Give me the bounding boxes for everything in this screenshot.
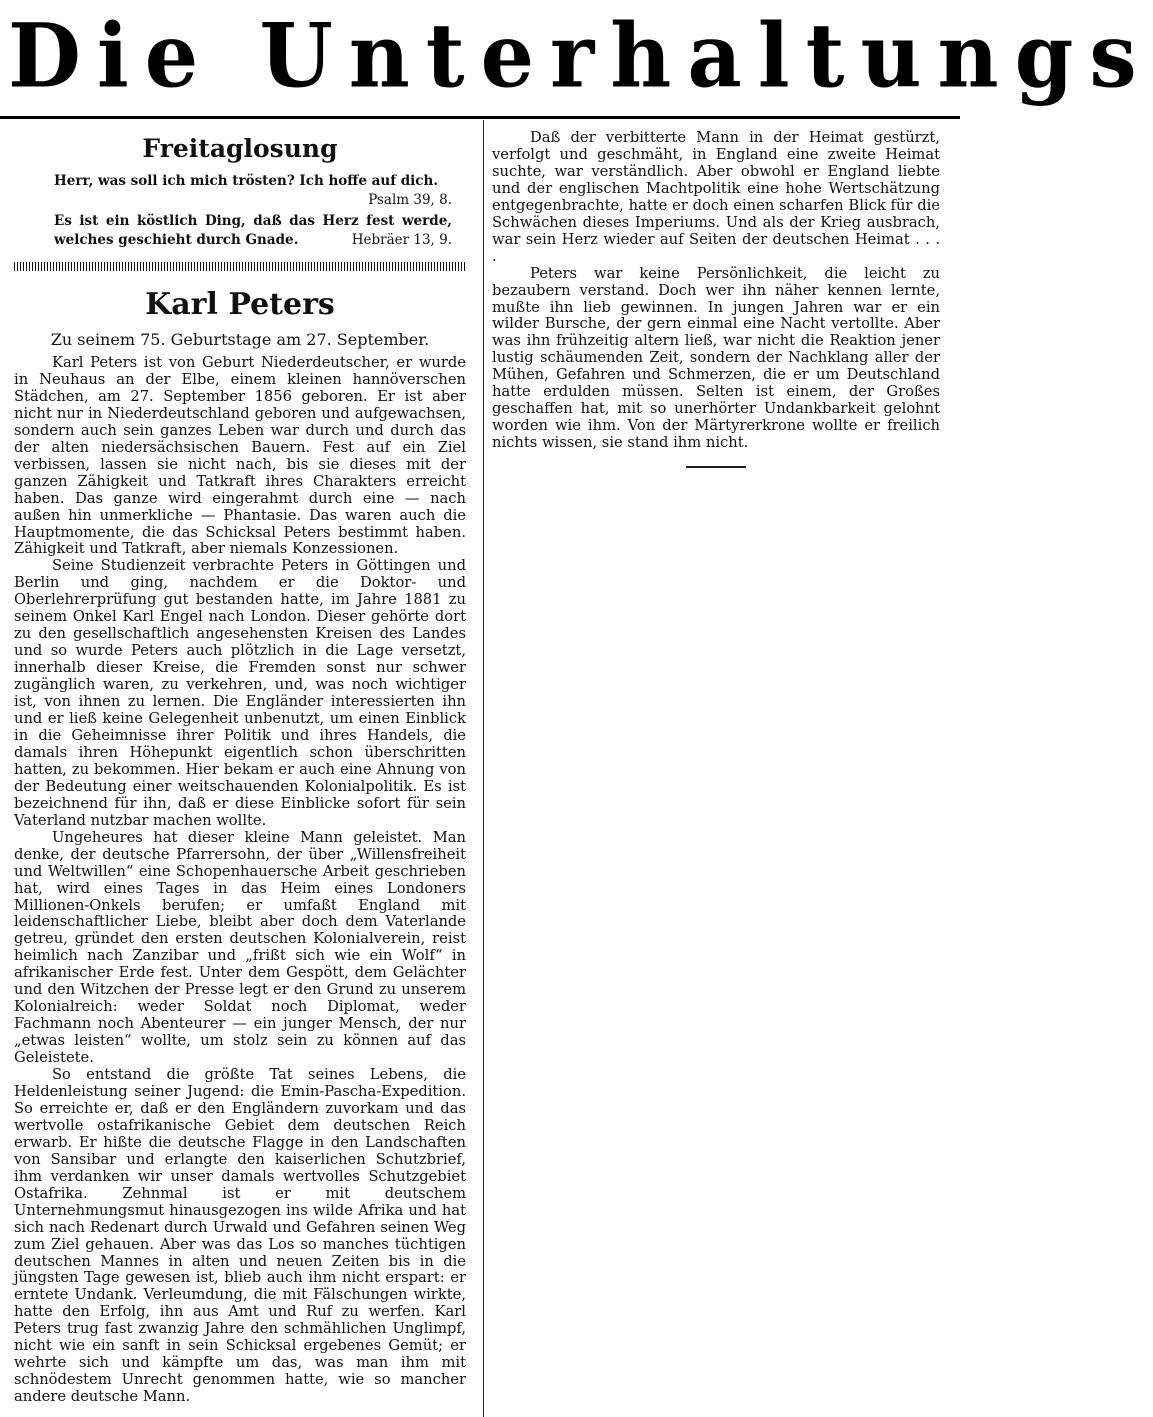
verse-text: Herr, was soll ich mich trösten? Ich hoffe auf dich. xyxy=(54,173,439,189)
verse-reference: Psalm 39, 8. xyxy=(368,192,452,208)
verse-2 xyxy=(14,212,466,250)
article-subtitle: Zu seinem 75. Geburtstage am 27. September. xyxy=(50,330,430,349)
article-paragraph: Seine Studienzeit verbrachte Peters in Göttingen und Berlin und ging, nachdem er die Doktor- und Oberlehrerprüfung gut bestanden hatte, im Jahre 1881 zu seinem Onkel Karl Engel nach London. Dieser gehörte dort zu den gesellschaftlich angesehensten Kreisen des Landes und so wurde Peters auch plötzlich in die Lage versetzt, innerhalb dieser Kreise, die Fremden sonst nur schwer zugänglich waren, zu verkehren, und, was noch wichtiger ist, von ihnen zu lernen. Die Engländer interessierten ihn und er ließ keine Gelegenheit unbenutzt, um einen Einblick in die Geheimnisse ihrer Politik und ihres Handels, die damals ihren Höhepunkt eigentlich schon überschritten hatten, zu bekommen. Hier bekam er auch eine Ahnung von der Bedeutung einer weitschauenden Kolonialpolitik. Es ist bezeichnend für ihn, daß er diese Einblicke sofort für sein Vaterland nutzbar machen wollte. xyxy=(14,557,466,829)
masthead-title: Die Unterhaltungs xyxy=(8,3,1153,108)
verse-text: Es ist ein köstlich Ding, daß das Herz fest werde, welches geschieht durch Gnade. xyxy=(54,213,452,248)
left-column xyxy=(14,130,466,1406)
verse-1 xyxy=(14,172,466,210)
masthead xyxy=(0,0,1153,118)
losung-heading: Freitaglosung xyxy=(142,134,338,163)
article-title: Karl Peters xyxy=(145,287,335,322)
article-paragraph: So entstand die größte Tat seines Lebens, die Heldenleistung seiner Jugend: die Emin-Pascha-Expedition. So erreichte er, daß er den Engländern zuvorkam und das wertvolle ostafrikanische Gebiet dem deutschen Reich erwarb. Er hißte die deutsche Flagge in den Landschaften von Sansibar und erlangte den kaiserlichen Schutzbrief, ihm verdanken wir unser damals wertvolles Schutzgebiet Ostafrika. Zehnmal ist er mit deutschem Unternehmungsmut hinausgezogen ins wilde Afrika und hat sich nach Redenart durch Urwald und Gefahren seinen Weg zum Ziel gehauen. Aber was das Los so manches tüchtigen deutschen Mannes in alten und neuen Zeiten bis in die jüngsten Tage gewesen ist, blieb auch ihm nicht erspart: er erntete Undank. Verleumdung, die mit Fälschungen wirkte, hatte den Erfolg, ihn aus Amt und Ruf zu werfen. Karl Peters trug fast zwanzig Jahre den schmählichen Unglimpf, nicht wie ein sanft in sein Schicksal ergebenes Gemüt; er wehrte sich und kämpfte um das, was man ihm mit schnödestem Unrecht genommen hatte, wie so mancher andere deutsche Mann. xyxy=(14,1066,466,1406)
column-divider xyxy=(483,120,484,1417)
article-paragraph: Karl Peters ist von Geburt Niederdeutscher, er wurde in Neuhaus an der Elbe, einem kleinen hannöverschen Städchen, am 27. September 1856 geboren. Er ist aber nicht nur in Niederdeutschland geboren und aufgewachsen, sondern auch sein ganzes Leben war durch und durch das der alten niedersächsischen Bauern. Fest auf ein Ziel verbissen, lassen sie nicht nach, bis sie dieses mit der ganzen Zähigkeit und Tatkraft ihres Charakters erreicht haben. Das ganze wird eingerahmt durch eine — nach außen hin unmerkliche — Phantasie. Das waren auch die Hauptmomente, die das Schicksal Peters bestimmt haben. Zähigkeit und Tatkraft, aber niemals Konzessionen. xyxy=(14,354,466,558)
right-column xyxy=(492,130,940,468)
section-separator xyxy=(14,262,466,271)
verse-reference: Hebräer 13, 9. xyxy=(351,232,452,248)
masthead-rule xyxy=(0,116,960,119)
article-paragraph: Daß der verbitterte Mann in der Heimat gestürzt, verfolgt und geschmäht, in England eine zweite Heimat suchte, war verständlich. Aber obwohl er England liebte und der englischen Machtpolitik eine hohe Wertschätzung entgegenbrachte, hatte er doch einen scharfen Blick für die Schwächen dieses Imperiums. Und als der Krieg ausbrach, war sein Herz wieder auf Seiten der deutschen Heimat . . . . xyxy=(492,129,940,265)
article-paragraph: Peters war keine Persönlichkeit, die leicht zu bezaubern verstand. Doch wer ihn näher kennen lernte, mußte ihn lieb gewinnen. In jungen Jahren war er ein wilder Bursche, der gern einmal eine Nacht vertollte. Aber was ihn frühzeitig altern ließ, war nicht die Reaktion jener lustig schäumenden Zeit, sondern der Nachklang aller der Mühen, Gefahren und Schmerzen, die er um Deutschland hatte erdulden müssen. Selten ist einem, der Großes geschaffen hat, mit so unerhörter Undankbarkeit gelohnt worden wie ihm. Von der Märtyrerkrone wollte er freilich nichts wissen, sie stand ihm nicht. xyxy=(492,264,940,452)
article-end-rule xyxy=(686,466,746,468)
article-paragraph: Ungeheures hat dieser kleine Mann geleistet. Man denke, der deutsche Pfarrersohn, der über „Willensfreiheit und Weltwillen“ eine Schopenhauersche Arbeit geschrieben hat, wird eines Tages in das Heim eines Londoners Millionen-Onkels berufen; er umfaßt England mit leidenschaftlicher Liebe, bleibt aber doch dem Vaterlande getreu, gründet den ersten deutschen Kolonialverein, reist heimlich nach Zanzibar und „frißt sich wie ein Wolf“ in afrikanischer Erde fest. Unter dem Gespött, dem Gelächter und den Witzchen der Presse legt er den Grund zu unserem Kolonialreich: weder Soldat noch Diplomat, weder Fachmann noch Abenteurer — ein junger Mensch, der nur „etwas leisten“ wollte, um stolz sein zu können auf das Geleistete. xyxy=(14,828,466,1067)
